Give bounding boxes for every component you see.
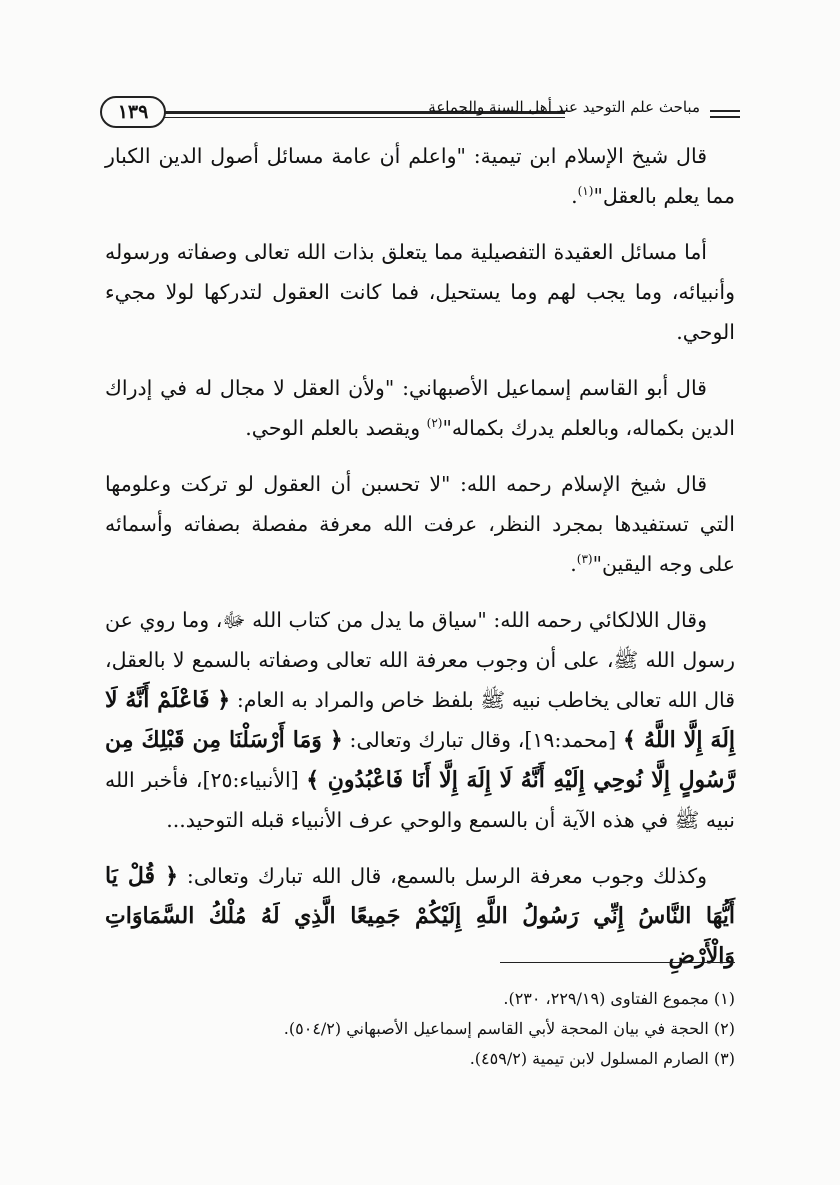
footnote-3: (٣) الصارم المسلول لابن تيمية (٤٥٩/٢). [469,1049,735,1068]
paragraph-text: ويقصد بالعلم الوحي. [245,416,427,440]
paragraph-6 [105,856,735,976]
paragraph-text: قال أبو القاسم إسماعيل الأصبهاني: "ولأن العقل لا مجال له في إدراك الدين بكماله، وبالعلم يدرك بكماله" [105,376,735,440]
paragraph-text: . [570,552,577,576]
footnote-ref-3: (٣) [576,552,593,567]
quran-verse: ﴿ قُلْ يَا أَيُّهَا النَّاسُ إِنِّي رَسُولُ اللَّهِ إِلَيْكُمْ جَمِيعًا الَّذِي لَهُ مُلْكُ السَّمَاوَاتِ وَالْأَرْضِ [105,863,735,969]
header-ornament [710,110,740,122]
footnote-2: (٢) الحجة في بيان المحجة لأبي القاسم إسماعيل الأصبهاني (٥٠٤/٢). [283,1019,735,1038]
paragraph-5 [105,600,735,840]
header-rule-thin [160,117,565,118]
paragraph-text: قال شيخ الإسلام رحمه الله: "لا تحسبن أن العقول لو تركت وعلومها التي تستفيدها بمجرد النظر، عرفت الله معرفة مفصلة بصفاته وأسمائه على وجه اليقين" [105,472,735,576]
footnotes [105,984,735,1074]
paragraph-text: [الأنبياء:٢٥]، فأخبر الله نبيه ﷺ في هذه الآية أن بالسمع والوحي عرف الأنبياء قبله التوحيد... [105,768,735,832]
quran-verse: ﴿ فَاعْلَمْ أَنَّهُ لَا إِلَهَ إِلَّا اللَّهُ ﴾ [105,687,736,753]
paragraph-text: . [571,184,578,208]
paragraph-text: مما يعلم بالعقل" [593,184,735,208]
footnote-ref-1: (١) [577,184,594,199]
paragraph-text: وكذلك وجوب معرفة الرسل بالسمع، قال الله تبارك وتعالى: [178,864,707,888]
paragraph-1 [105,136,735,216]
quran-verse: ﴿ وَمَا أَرْسَلْنَا مِن قَبْلِكَ مِن رَّسُولٍ إِلَّا نُوحِي إِلَيْهِ أَنَّهُ لَا إِلَهَ إِلَّا أَنَا فَاعْبُدُونِ ﴾ [105,727,735,793]
page-body [105,136,735,992]
paragraph-text: قال شيخ الإسلام ابن تيمية: "واعلم أن عامة مسائل أصول الدين الكبار [105,144,707,168]
paragraph-2 [105,232,735,352]
paragraph-text: وقال اللالكائي رحمه الله: "سياق ما يدل من كتاب الله ﷻ، وما روي عن رسول الله ﷺ، على أن وجوب معرفة الله تعالى وصفاته بالسمع لا بالعقل، قال الله تعالى يخاطب نبيه ﷺ بلفظ خاص والمراد به العام: [105,608,736,712]
paragraph-4 [105,464,735,584]
paragraph-text: أما مسائل العقيدة التفصيلية مما يتعلق بذات الله تعالى وصفاته ورسوله وأنبيائه، وما يجب لهم وما يستحيل، فما كانت العقول لتدركها لولا مجيء الوحي. [105,240,735,344]
footnote-separator [500,962,735,963]
running-header [100,92,740,132]
footnote-ref-2: (٢) [426,416,443,431]
book-title: مباحث علم التوحيد عند أهل السنة والجماعة [428,98,700,116]
footnote-1: (١) مجموع الفتاوى (٢٢٩/١٩، ٢٣٠). [503,989,735,1008]
page-number: ١٣٩ [100,96,166,128]
paragraph-3 [105,368,735,448]
paragraph-text: [محمد:١٩]، وقال تبارك وتعالى: [342,728,624,752]
